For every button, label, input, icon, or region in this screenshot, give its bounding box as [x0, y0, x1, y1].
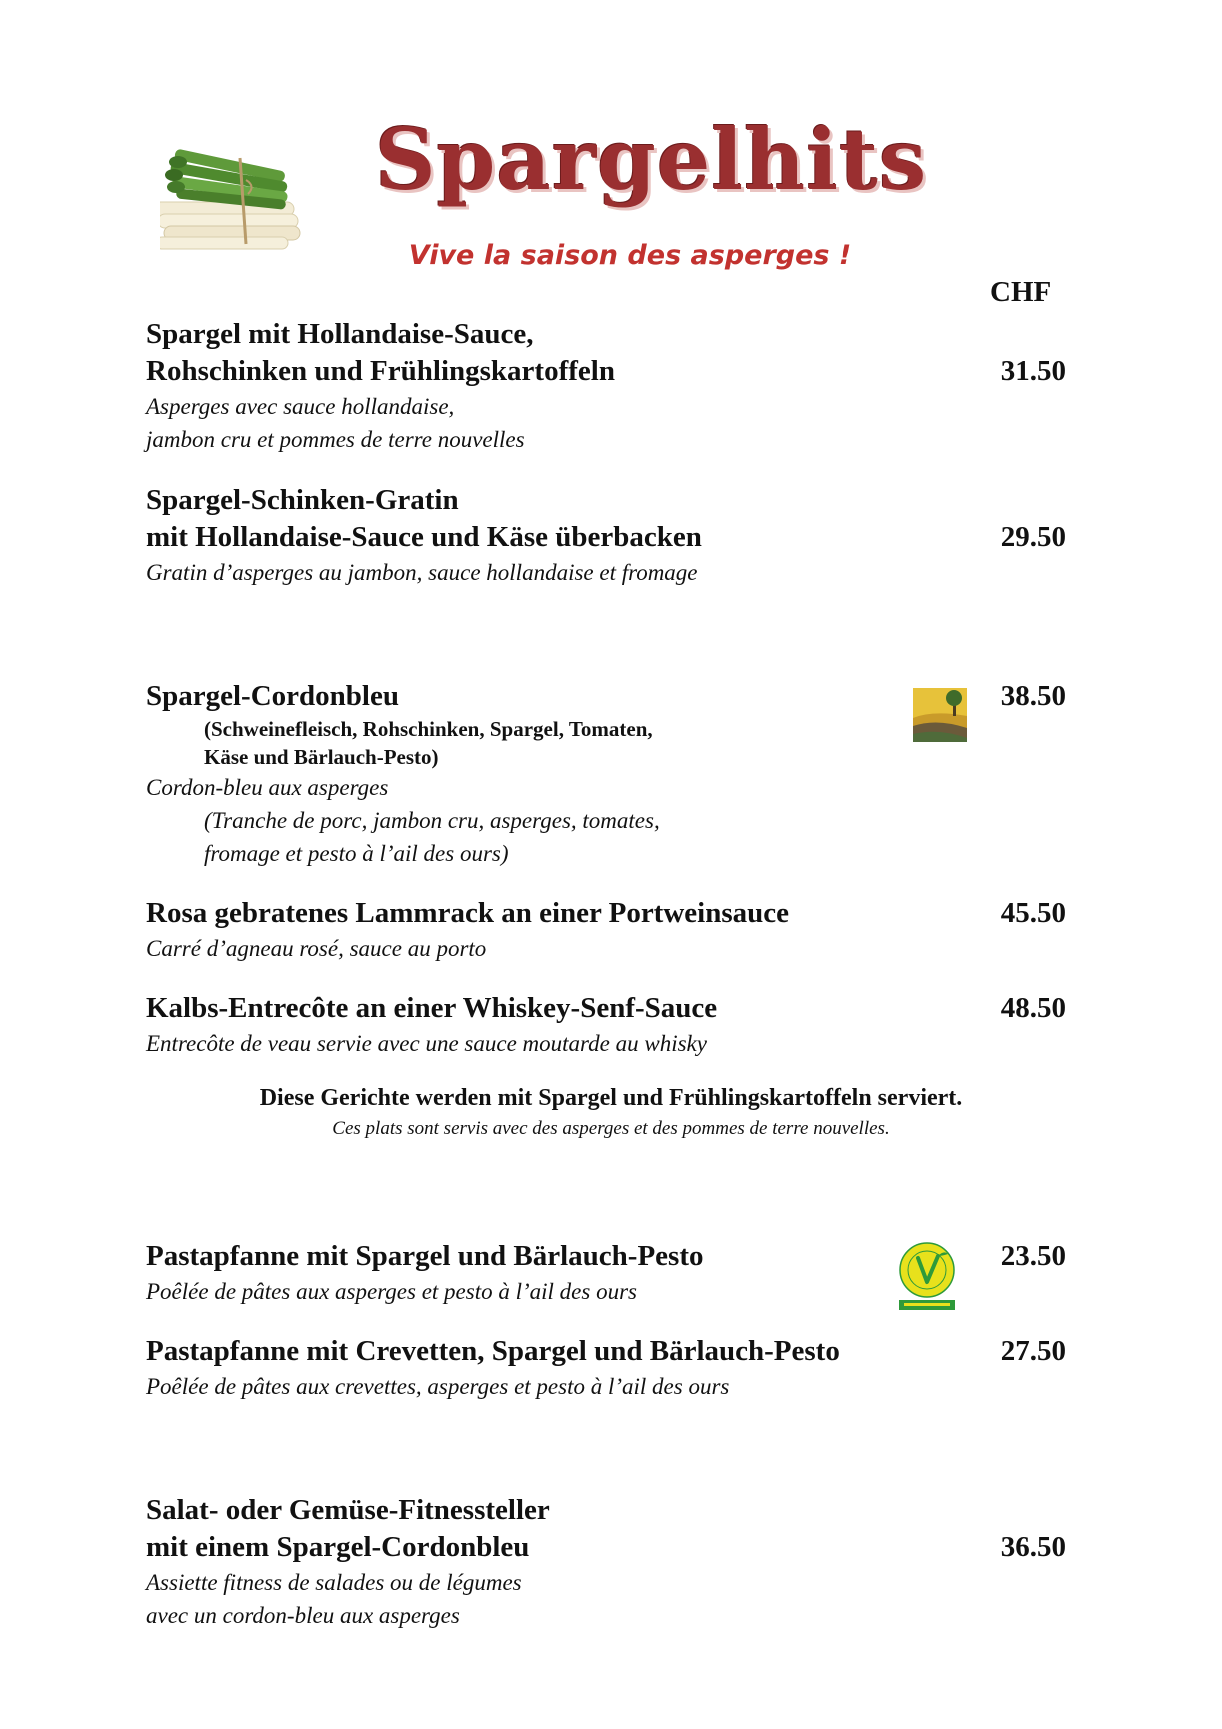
item-ingredients-fr: (Tranche de porc, jambon cru, asperges, tomates,	[204, 808, 660, 833]
menu-subtitle: Vive la saison des asperges !	[408, 240, 852, 271]
item-name-de: Rosa gebratenes Lammrack an einer Portweinsauce	[146, 897, 789, 929]
item-name-de: mit einem Spargel-Cordonbleu	[146, 1531, 530, 1563]
item-name-fr: avec un cordon-bleu aux asperges	[146, 1603, 460, 1628]
serving-note-fr: Ces plats sont servis avec des asperges et des pommes de terre nouvelles.	[332, 1118, 890, 1139]
asparagus-bundle-image	[160, 140, 320, 260]
item-price: 38.50	[1000, 680, 1066, 712]
menu-item	[146, 1333, 1066, 1403]
item-name-de: Spargel-Cordonbleu	[146, 680, 399, 712]
item-name-fr: Poêlée de pâtes aux crevettes, asperges et pesto à l’ail des ours	[146, 1374, 730, 1399]
item-name-de: Spargel mit Hollandaise-Sauce,	[146, 318, 534, 350]
item-name-fr: Gratin d’asperges au jambon, sauce hollandaise et fromage	[146, 560, 698, 585]
item-name-fr: Poêlée de pâtes aux asperges et pesto à l’ail des ours	[146, 1279, 637, 1304]
item-name-fr: Asperges avec sauce hollandaise,	[146, 394, 455, 419]
menu-item	[146, 1492, 1066, 1632]
menu-item	[146, 482, 1066, 589]
item-price: 23.50	[1000, 1240, 1066, 1272]
currency-label: CHF	[990, 276, 1052, 308]
item-ingredients-fr: fromage et pesto à l’ail des ours)	[204, 841, 509, 866]
item-price: 36.50	[1000, 1531, 1066, 1563]
item-price: 31.50	[1000, 355, 1066, 387]
vegetarian-v-label-icon	[896, 1242, 958, 1317]
item-name-de: Kalbs-Entrecôte an einer Whiskey-Senf-Sauce	[146, 992, 718, 1024]
menu-item	[146, 990, 1066, 1060]
item-name-fr: Entrecôte de veau servie avec une sauce moutarde au whisky	[146, 1031, 707, 1056]
item-name-de: Spargel-Schinken-Gratin	[146, 484, 459, 516]
menu-title: Spargelhits	[375, 110, 928, 209]
item-name-fr: Carré d’agneau rosé, sauce au porto	[146, 936, 487, 961]
item-name-de: mit Hollandaise-Sauce und Käse überbacken	[146, 521, 702, 553]
item-name-fr: jambon cru et pommes de terre nouvelles	[146, 427, 525, 452]
menu-item	[146, 895, 1066, 965]
menu-item	[146, 316, 1066, 456]
item-name-de: Pastapfanne mit Spargel und Bärlauch-Pesto	[146, 1240, 704, 1272]
item-price: 27.50	[1000, 1335, 1066, 1367]
item-name-de: Pastapfanne mit Crevetten, Spargel und Bärlauch-Pesto	[146, 1335, 840, 1367]
item-name-de: Salat- oder Gemüse-Fitnessteller	[146, 1494, 550, 1526]
item-ingredients-de: Käse und Bärlauch-Pesto)	[204, 745, 439, 769]
item-name-fr: Cordon-bleu aux asperges	[146, 775, 389, 800]
serving-note-de: Diese Gerichte werden mit Spargel und Frühlingskartoffeln serviert.	[259, 1085, 963, 1111]
item-name-fr: Assiette fitness de salades ou de légumes	[146, 1570, 522, 1595]
item-ingredients-de: (Schweinefleisch, Rohschinken, Spargel, Tomaten,	[204, 717, 653, 741]
landscape-badge-icon	[913, 688, 967, 747]
item-price: 48.50	[1000, 992, 1066, 1024]
item-name-de: Rohschinken und Frühlingskartoffeln	[146, 355, 615, 387]
item-price: 29.50	[1000, 521, 1066, 553]
item-price: 45.50	[1000, 897, 1066, 929]
